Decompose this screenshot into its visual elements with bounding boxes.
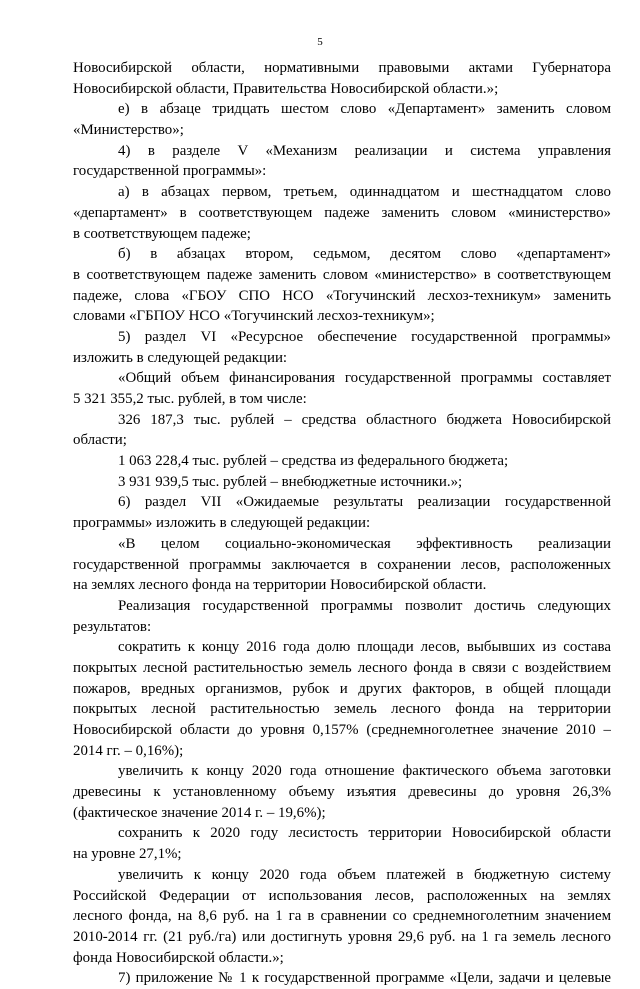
document-body	[73, 58, 611, 989]
text-line: программы» изложить в следующей редакции:	[73, 515, 371, 532]
text-line: увеличить к концу 2020 года объем платежей в бюджетную систему	[118, 866, 611, 883]
text-line: падеже, слова «ГБОУ СПО НСО «Тогучинский лесхоз-техникум» заменить	[73, 287, 611, 304]
text-line: 2010-2014 гг. (21 руб./га) или достигнуть уровня 29,6 руб. на 1 га земель лесного	[73, 928, 611, 945]
text-line: государственной программы»:	[73, 163, 267, 180]
text-line: словами «ГБПОУ НСО «Тогучинский лесхоз-техникум»;	[73, 308, 435, 325]
text-line: области;	[73, 432, 127, 449]
text-line: 6) раздел VII «Ожидаемые результаты реализации государственной	[118, 494, 611, 511]
text-line: Реализация государственной программы позволит достичь следующих	[118, 597, 611, 614]
text-line: в соответствующем падеже;	[73, 225, 251, 242]
text-line: б) в абзацах втором, седьмом, десятом слово «департамент»	[118, 246, 611, 263]
text-line: пожаров, вредных организмов, рубок и других факторов, в общей площади	[73, 680, 611, 697]
text-line: 2014 гг. – 0,16%);	[73, 742, 184, 759]
text-line: лесного фонда, на 8,6 руб. на 1 га в сравнении со среднемноголетним значением	[73, 908, 611, 925]
text-line: Российской Федерации от использования лесов, расположенных на землях	[73, 887, 611, 904]
text-line: покрытых лесной растительностью земель лесного фонда в связи с воздействием	[73, 659, 611, 676]
text-line: результатов:	[73, 618, 152, 635]
page-number: 5	[317, 36, 323, 48]
text-line: древесины к установленному объему изъятия древесины до уровня 26,3%	[73, 784, 611, 801]
text-line: Новосибирской области, Правительства Новосибирской области.»;	[73, 80, 499, 97]
text-line: сократить к концу 2016 года долю площади лесов, выбывших из состава	[118, 639, 611, 656]
text-line: 7) приложение № 1 к государственной программе «Цели, задачи и целевые	[118, 970, 611, 987]
text-line: покрытых лесной растительностью земель лесного фонда на территории	[73, 701, 611, 718]
text-line: 5 321 355,2 тыс. рублей, в том числе:	[73, 391, 307, 407]
text-line: а) в абзацах первом, третьем, одиннадцатом и шестнадцатом слово	[118, 184, 611, 201]
text-line: «В целом социально-экономическая эффективность реализации	[118, 535, 611, 552]
text-line: 5) раздел VI «Ресурсное обеспечение государственной программы»	[118, 328, 611, 345]
text-line: 3 931 939,5 тыс. рублей – внебюджетные источники.»;	[118, 473, 463, 490]
text-line: сохранить к 2020 году лесистость территории Новосибирской области	[118, 825, 611, 842]
text-line: государственной программы заключается в сохранении лесов, расположенных	[73, 556, 611, 573]
text-line: фонда Новосибирской области.»;	[73, 949, 284, 966]
text-line: увеличить к концу 2020 года отношение фактического объема заготовки	[118, 763, 611, 780]
text-line: е) в абзаце тридцать шестом слово «Департамент» заменить словом	[118, 101, 611, 118]
text-line: 1 063 228,4 тыс. рублей – средства из федерального бюджета;	[118, 453, 509, 470]
text-line: «Министерство»;	[73, 122, 184, 139]
text-line: (фактическое значение 2014 г. – 19,6%);	[73, 804, 326, 821]
text-line: Новосибирской области до уровня 0,157% (среднемноголетнее значение 2010 –	[73, 722, 611, 738]
text-line: на землях лесного фонда на территории Новосибирской области.	[73, 577, 487, 594]
text-line: 326 187,3 тыс. рублей – средства областного бюджета Новосибирской	[118, 411, 611, 428]
text-line: «департамент» в соответствующем падеже заменить словом «министерство»	[73, 204, 611, 221]
text-line: 4) в разделе V «Механизм реализации и система управления	[118, 142, 611, 159]
text-line: «Общий объем финансирования государственной программы составляет	[118, 370, 611, 387]
text-line: в соответствующем падеже заменить словом «министерство» в соответствующем	[73, 266, 611, 283]
text-line: на уровне 27,1%;	[73, 846, 182, 863]
text-line: Новосибирской области, нормативными правовыми актами Губернатора	[73, 60, 611, 76]
text-line: изложить в следующей редакции:	[73, 349, 288, 366]
